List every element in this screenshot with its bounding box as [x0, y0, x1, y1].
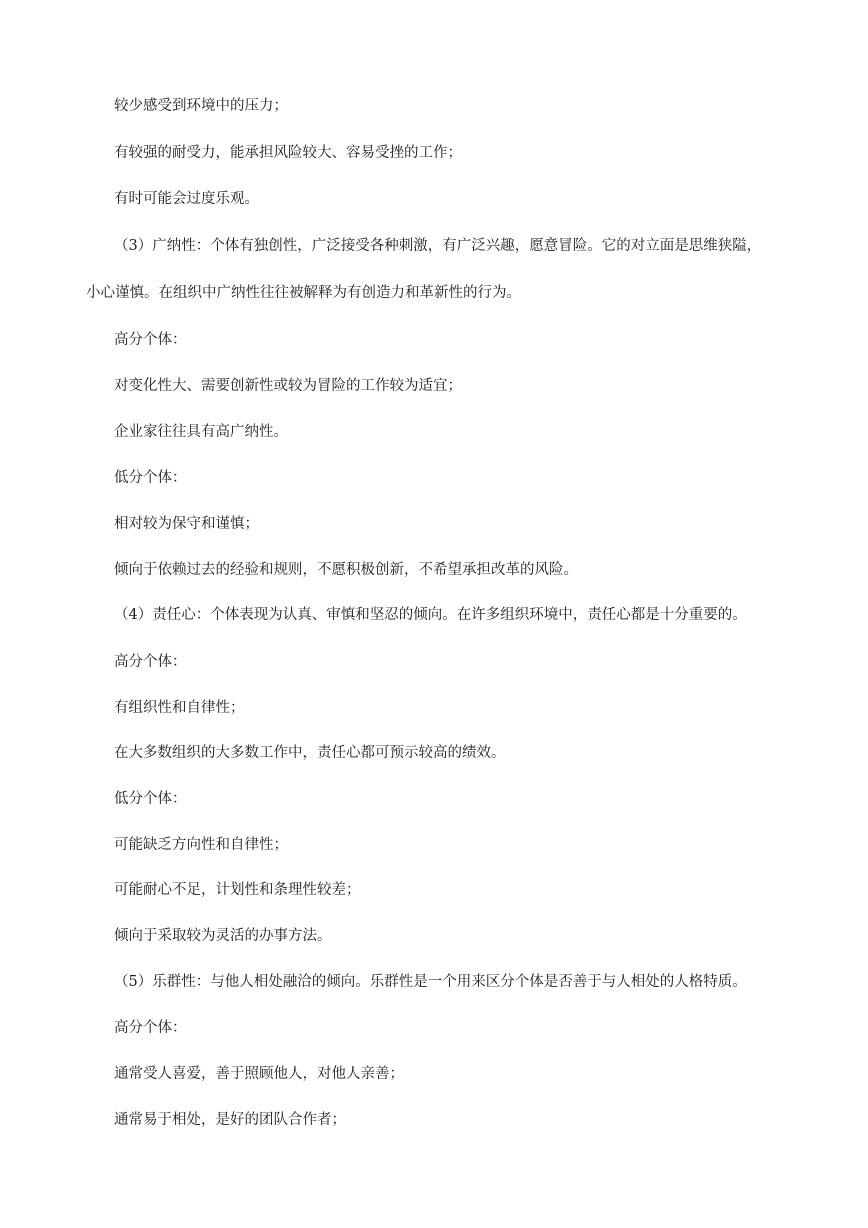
paragraph-low-pressure: 较少感受到环境中的压力； — [114, 98, 288, 114]
label-high-score-openness: 高分个体： — [114, 332, 187, 348]
label-high-score-agreeableness: 高分个体： — [114, 1020, 187, 1036]
paragraph-openness-high-1: 对变化性大、需要创新性或较为冒险的工作较为适宜； — [114, 378, 462, 394]
heading-openness: （3）广纳性：个体有独创性，广泛接受各种刺激，有广泛兴趣，愿意冒险。它的对立面是思维狭隘， — [114, 238, 762, 254]
paragraph-openness-low-1: 相对较为保守和谨慎； — [114, 516, 259, 532]
paragraph-agreeableness-high-2: 通常易于相处，是好的团队合作者； — [114, 1112, 346, 1128]
paragraph-conscientiousness-high-1: 有组织性和自律性； — [114, 700, 245, 716]
paragraph-optimism: 有时可能会过度乐观。 — [114, 191, 259, 207]
heading-agreeableness: （5）乐群性：与他人相处融洽的倾向。乐群性是一个用来区分个体是否善于与人相处的人格特质。 — [114, 974, 747, 990]
paragraph-agreeableness-high-1: 通常受人喜爱，善于照顾他人，对他人亲善； — [114, 1066, 404, 1082]
paragraph-openness-low-2: 倾向于依赖过去的经验和规则，不愿积极创新，不希望承担改革的风险。 — [114, 562, 578, 578]
paragraph-conscientiousness-high-2: 在大多数组织的大多数工作中，责任心都可预示较高的绩效。 — [114, 745, 506, 761]
paragraph-openness-continued: 小心谨慎。在组织中广纳性往往被解释为有创造力和革新性的行为。 — [86, 285, 521, 301]
paragraph-conscientiousness-low-3: 倾向于采取较为灵活的办事方法。 — [114, 928, 332, 944]
paragraph-openness-high-2: 企业家往往具有高广纳性。 — [114, 424, 288, 440]
label-high-score-conscientiousness: 高分个体： — [114, 654, 187, 670]
paragraph-tolerance: 有较强的耐受力，能承担风险较大、容易受挫的工作； — [114, 145, 462, 161]
paragraph-conscientiousness-low-2: 可能耐心不足，计划性和条理性较差； — [114, 882, 361, 898]
label-low-score-conscientiousness: 低分个体： — [114, 791, 187, 807]
label-low-score-openness: 低分个体： — [114, 470, 187, 486]
heading-conscientiousness: （4）责任心：个体表现为认真、审慎和坚忍的倾向。在许多组织环境中，责任心都是十分重要的。 — [114, 607, 747, 623]
paragraph-conscientiousness-low-1: 可能缺乏方向性和自律性； — [114, 837, 288, 853]
